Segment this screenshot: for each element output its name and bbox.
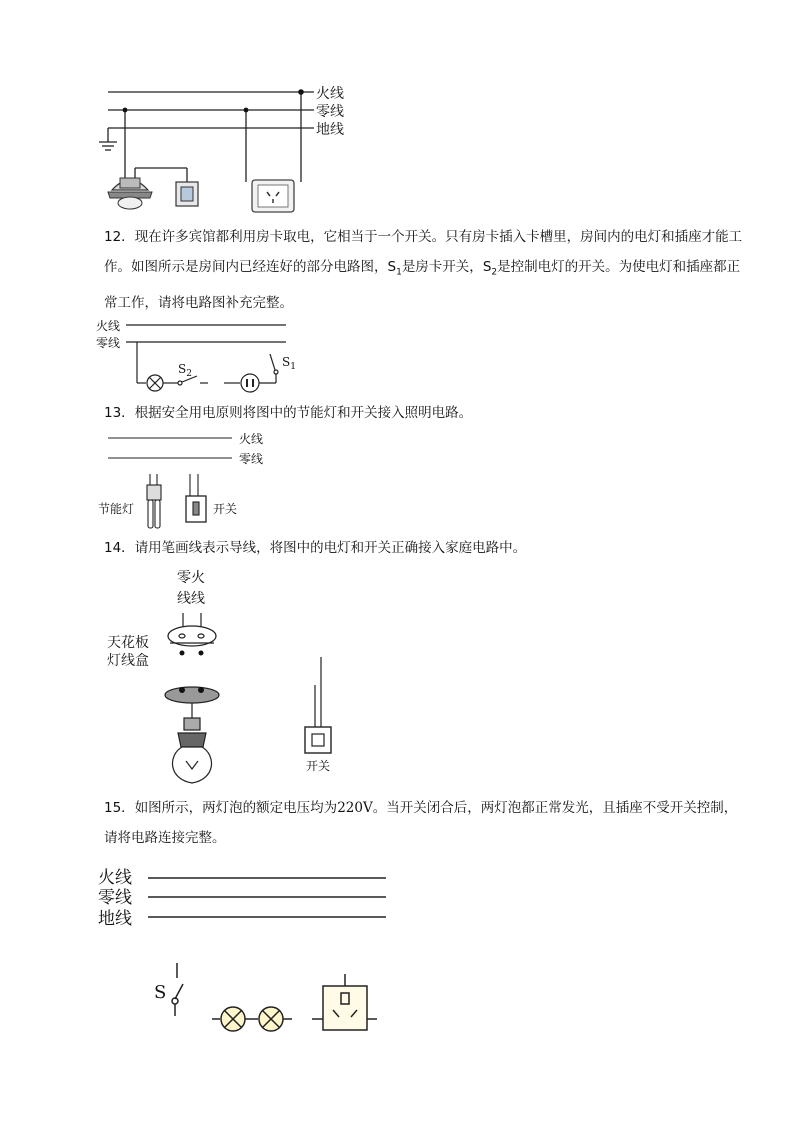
- q15-ground-label: 地线: [98, 909, 132, 929]
- q14-bulb-icon: [173, 718, 212, 783]
- q12-s2-label: $S_2$: [178, 362, 192, 379]
- q13-diagram: [0, 428, 794, 538]
- q14-switch-label: 开关: [306, 759, 331, 773]
- q13-live-label: 火线: [239, 432, 264, 446]
- q14-number: 14．: [104, 540, 135, 556]
- q15-socket-icon: [323, 986, 367, 1030]
- q15-live-label: 火线: [98, 868, 132, 888]
- q15-lamp-2-icon: [259, 1007, 283, 1031]
- fig11-switch-icon: [176, 182, 198, 206]
- q15-neutral-label: 零线: [98, 888, 132, 908]
- q13-text: 13．根据安全用电原则将图中的节能灯和开关接入照明电路。: [104, 405, 473, 421]
- q12-text: 12．现在许多宾馆都利用房卡取电，它相当于一个开关。只有房卡插入卡槽里，房间内的电灯和插座才能工作。如图所示是房间内已经连好的部分电路图，$S_1$是房卡开关，$S_2$是控制电灯的开关。为使电灯和插座都正常工作，请将电路图补充完整。: [104, 229, 743, 311]
- q15-switch-label: S: [154, 982, 167, 1003]
- fig11-neutral-label: 零线: [316, 104, 344, 120]
- q12-socket-icon: [241, 374, 259, 392]
- q12-s1-label: $S_1$: [282, 355, 296, 372]
- q14-ceiling-box-icon: [168, 626, 216, 646]
- q15-number: 15．: [104, 800, 135, 816]
- q14-box-label-2: 灯线盒: [107, 653, 149, 669]
- q15-lamp-1-icon: [221, 1007, 245, 1031]
- q13-switch-icon: [186, 496, 206, 522]
- q14-ceiling-rose-icon: [165, 687, 219, 718]
- q14-diagram: [0, 565, 794, 785]
- q12-neutral-label: 零线: [96, 336, 121, 350]
- q13-neutral-label: 零线: [239, 452, 264, 466]
- fig11-live-label: 火线: [316, 86, 344, 102]
- q12-s1-icon: [270, 354, 275, 370]
- q14-text: 14．请用笔画线表示导线，将图中的电灯和开关正确接入家庭电路中。: [104, 540, 527, 556]
- q14-wire-top-1: 零火: [177, 570, 205, 586]
- q13-lamp-icon: [147, 485, 161, 528]
- q13-lamp-label: 节能灯: [98, 502, 135, 516]
- q13-number: 13．: [104, 405, 135, 421]
- q14-box-label-1: 天花板: [107, 635, 149, 651]
- q14-switch-icon: [305, 727, 331, 753]
- q12-live-label: 火线: [96, 319, 121, 333]
- fig11-diagram: [0, 0, 794, 220]
- q13-switch-label: 开关: [213, 502, 238, 516]
- fig11-socket-icon: [252, 180, 294, 212]
- q15-text: 15．如图所示，两灯泡的额定电压均为220V。当开关闭合后，两灯泡都正常发光，且插座不受开关控制，请将电路连接完整。: [104, 800, 738, 846]
- fig11-ground-label: 地线: [316, 122, 344, 138]
- fig11-lamp-icon: [108, 178, 152, 209]
- q12-number: 12．: [104, 229, 135, 245]
- q14-wire-top-2: 线线: [177, 591, 205, 607]
- q15-switch-icon: [172, 963, 183, 1016]
